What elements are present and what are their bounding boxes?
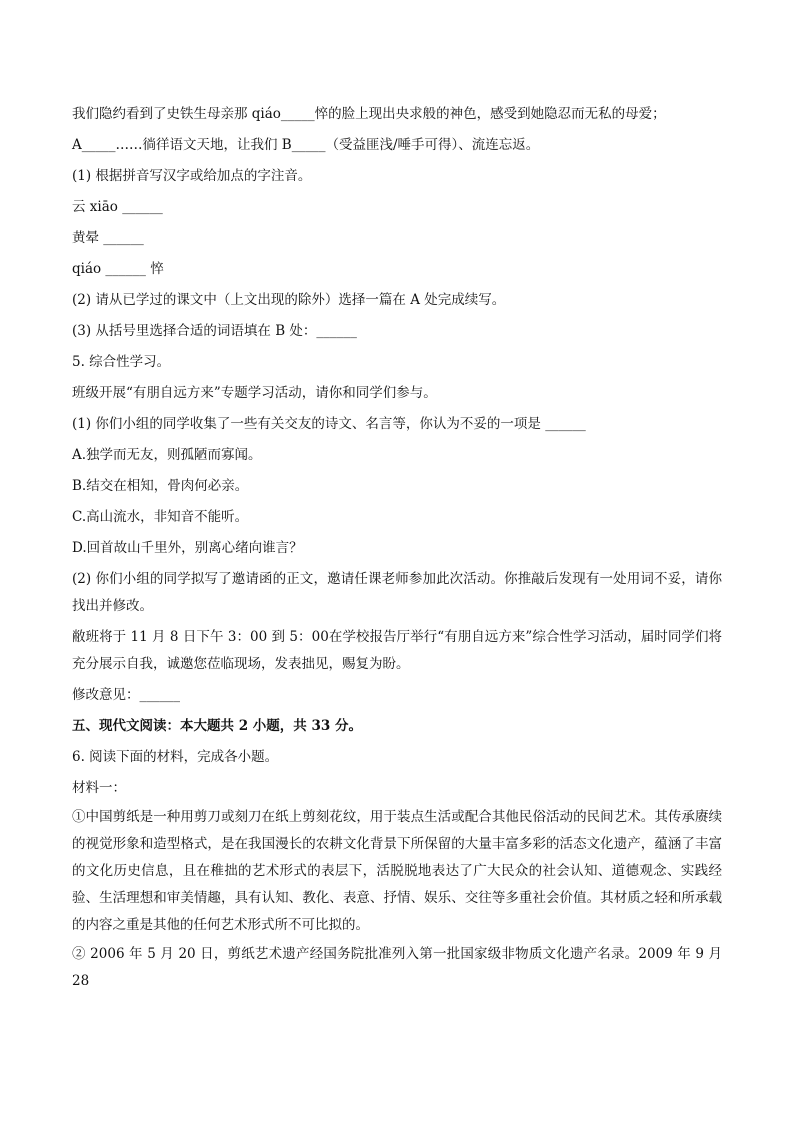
question-4-3: (3) 从括号里选择合适的词语填在 B 处：______	[72, 323, 357, 339]
document-content	[72, 99, 722, 995]
question-4-2: (2) 请从已学过的课文中（上文出现的除外）选择一篇在 A 处完成续写。	[72, 292, 506, 308]
option-a: A.独学而无友，则孤陋而寡闻。	[72, 447, 262, 463]
question-6-title: 6. 阅读下面的材料，完成各小题。	[72, 749, 279, 765]
material-1-paragraph-1: ①中国剪纸是一种用剪刀或刻刀在纸上剪刻花纹，用于装点生活或配合其他民俗活动的民间艺术。其传承赓续的视觉形象和造型格式，是在我国漫长的农耕文化背景下所保留的大量丰富多彩的活态文化遗产，蕴涵了丰富的文化历史信息，且在稚拙的艺术形式的表层下，活脱脱地表达了广大民众的社会认知、道德观念、实践经验、生活理想和审美情趣，具有认知、教化、表意、抒情、娱乐、交往等多重社会价值。其材质之轻和所承载的内容之重是其他的任何艺术形式所不可比拟的。	[72, 809, 722, 933]
option-c: C.高山流水，非知音不能听。	[72, 509, 249, 525]
question-4-1: (1) 根据拼音写汉字或给加点的字注音。	[72, 168, 312, 184]
revision-line: 修改意见：______	[72, 687, 180, 703]
question-5-title: 5. 综合性学习。	[72, 354, 171, 370]
question-5-1: (1) 你们小组的同学收集了一些有关交友的诗文、名言等，你认为不妥的一项是 ______	[72, 416, 586, 432]
text-line: A_____……徜徉语文天地，让我们 B_____（受益匪浅/唾手可得）、流连忘返。	[72, 137, 540, 153]
option-d: D.回首故山千里外，别离心绪向谁言？	[72, 540, 303, 556]
text-line: 我们隐约看到了史铁生母亲那 qiáo_____悴的脸上现出央求般的神色，感受到她隐忍而无私的母爱；	[72, 106, 666, 122]
section-5-heading: 五、现代文阅读：本大题共 2 小题，共 33 分。	[72, 718, 362, 734]
material-1-title: 材料一：	[72, 780, 126, 796]
activity-intro: 班级开展“有朋自远方来”专题学习活动，请你和同学们参与。	[72, 385, 437, 401]
invitation-text: 敝班将于 11 月 8 日下午 3：00 到 5：00在学校报告厅举行“有朋自远方来”综合性学习活动，届时同学们将充分展示自我，诚邀您莅临现场，发表拙见，赐复为盼。	[72, 629, 722, 672]
pinyin-item-qiao: qiáo ______ 悴	[72, 261, 164, 277]
option-b: B.结交在相知，骨肉何必亲。	[72, 478, 249, 494]
question-5-2: (2) 你们小组的同学拟写了邀请函的正文，邀请任课老师参加此次活动。你推敲后发现有一处用词不妥，请你找出并修改。	[72, 571, 722, 614]
pinyin-item-xiao: 云 xiāo ______	[72, 199, 163, 215]
material-1-paragraph-2: ② 2006 年 5 月 20 日，剪纸艺术遗产经国务院批准列入第一批国家级非物质文化遗产名录。2009 年 9 月 28	[72, 946, 722, 989]
pinyin-item-huangyun: 黄晕 ______	[72, 230, 144, 246]
